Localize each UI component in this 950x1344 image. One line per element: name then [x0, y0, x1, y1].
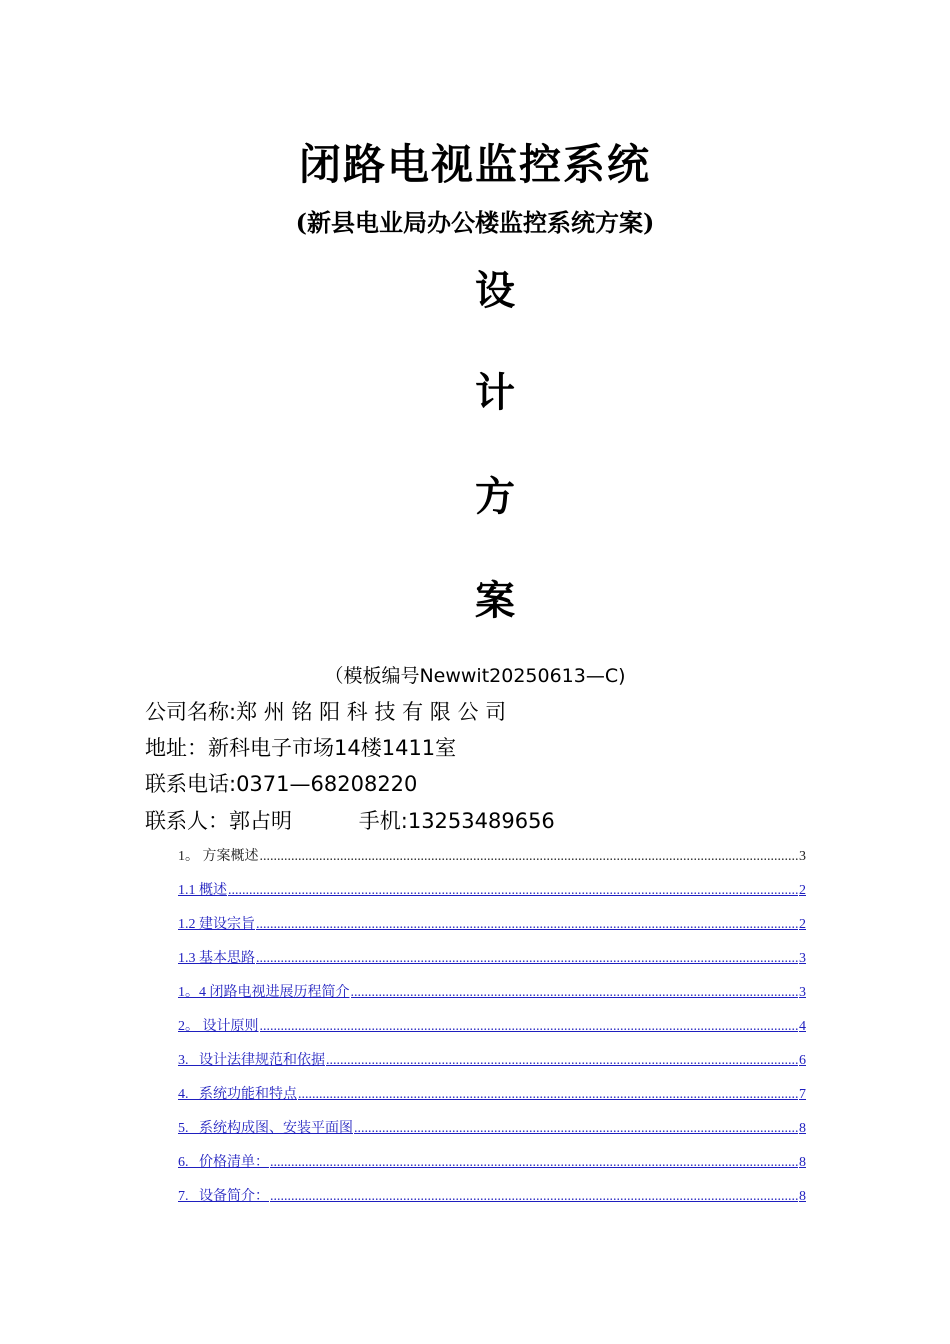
toc-entry-page: 4: [799, 1019, 806, 1034]
toc-link[interactable]: [178, 1152, 806, 1186]
toc-entry-page: 3: [799, 985, 806, 1000]
toc-entry-page: 8: [799, 1189, 806, 1204]
toc-leader-dots: [270, 1152, 798, 1174]
toc-leader-dots: [260, 1016, 799, 1038]
toc-entry-page: 6: [799, 1053, 806, 1068]
toc-link[interactable]: [178, 1050, 806, 1084]
design-char-ji: 计: [475, 370, 515, 416]
company-name: 公司名称:郑 州 铭 阳 科 技 有 限 公 司: [145, 700, 507, 724]
toc-leader-dots: [354, 1118, 798, 1140]
toc-entry-label: 1.3 基本思路: [178, 951, 255, 966]
toc-entry-label: 7. 设备简介：: [178, 1189, 269, 1204]
toc-entry-label: 3. 设计法律规范和依据: [178, 1053, 325, 1068]
company-phone: 联系电话:0371—68208220: [145, 772, 418, 796]
toc-leader-dots: [270, 1186, 798, 1208]
toc-leader-dots: [228, 880, 798, 902]
toc-link[interactable]: [178, 880, 806, 914]
toc-leader-dots: [256, 914, 798, 936]
toc-link[interactable]: [178, 1016, 806, 1050]
company-address: 地址：新科电子市场14楼1411室: [145, 736, 457, 760]
design-char-she: 设: [475, 268, 515, 314]
toc-entry-label: 1.1 概述: [178, 883, 227, 898]
toc-leader-dots: [256, 948, 798, 970]
toc-entry-page: 2: [799, 917, 806, 932]
toc-entry-page: 3: [799, 849, 806, 864]
toc-leader-dots: [326, 1050, 798, 1072]
toc-entry-page: 3: [799, 951, 806, 966]
main-title: 闭路电视监控系统: [298, 140, 651, 189]
toc-entry: [178, 846, 806, 880]
toc-link[interactable]: [178, 1118, 806, 1152]
design-char-fang: 方: [475, 474, 515, 520]
toc-entry-label: 6. 价格清单：: [178, 1155, 269, 1170]
contact-person: 联系人：郭占明 手机:13253489656: [145, 809, 555, 833]
toc-link[interactable]: [178, 948, 806, 982]
toc-link[interactable]: [178, 914, 806, 948]
toc-entry-label: 2。 设计原则: [178, 1019, 259, 1034]
design-char-an: 案: [475, 578, 515, 624]
toc-leader-dots: [298, 1084, 798, 1106]
table-of-contents: [178, 846, 806, 1220]
toc-entry-label: 1.2 建设宗旨: [178, 917, 255, 932]
toc-entry-label: 4. 系统功能和特点: [178, 1087, 297, 1102]
toc-leader-dots: [351, 982, 799, 1004]
toc-entry-page: 7: [799, 1087, 806, 1102]
toc-entry-label: 1。4 闭路电视进展历程简介: [178, 985, 350, 1000]
toc-leader-dots: [260, 846, 799, 868]
toc-entry-page: 8: [799, 1155, 806, 1170]
toc-entry-page: 8: [799, 1121, 806, 1136]
template-number: （模板编号Newwit20250613—C): [324, 665, 626, 687]
toc-entry-label: 5. 系统构成图、安装平面图: [178, 1121, 353, 1136]
toc-entry-label: 1。 方案概述: [178, 849, 259, 864]
toc-link[interactable]: [178, 1186, 806, 1220]
toc-link[interactable]: [178, 982, 806, 1016]
toc-entry-page: 2: [799, 883, 806, 898]
toc-link[interactable]: [178, 1084, 806, 1118]
subtitle: (新县电业局办公楼监控系统方案): [295, 208, 655, 237]
